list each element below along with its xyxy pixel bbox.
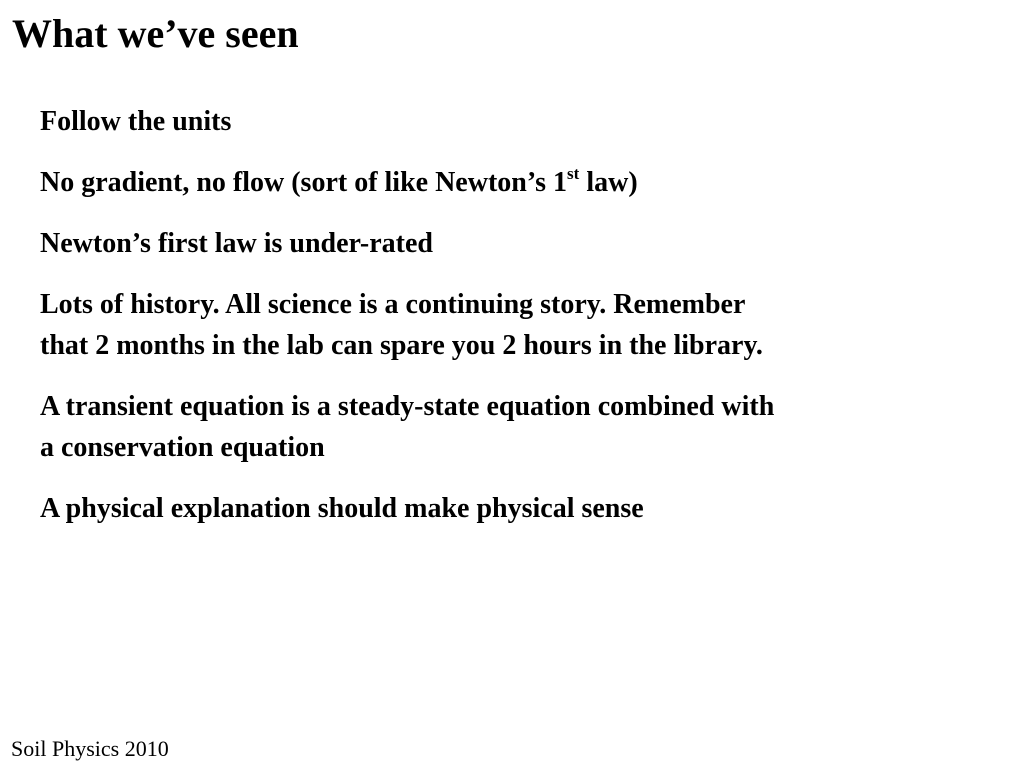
bullet-no-gradient-tail: law) (579, 167, 638, 198)
slide-title: What we’ve seen (12, 11, 299, 56)
bullet-newtons-first-law: Newton’s first law is under-rated (40, 228, 433, 259)
bullet-follow-units: Follow the units (40, 106, 232, 137)
bullet-history-line-1: Lots of history. All science is a continuing story. Remember (40, 289, 746, 320)
ordinal-superscript: st (567, 164, 580, 183)
bullet-history-line-2: that 2 months in the lab can spare you 2 hours in the library. (40, 330, 763, 361)
bullet-lots-of-history (40, 284, 960, 366)
bullet-transient-line-2: a conservation equation (40, 432, 325, 463)
bullet-no-gradient-text: No gradient, no flow (sort of like Newton’s 1 (40, 167, 568, 198)
bullet-list (40, 101, 960, 549)
bullet-physical-explanation: A physical explanation should make physical sense (40, 493, 644, 524)
slide-footer: Soil Physics 2010 (11, 736, 169, 761)
bullet-no-gradient-no-flow (40, 162, 960, 203)
bullet-transient-line-1: A transient equation is a steady-state equation combined with (40, 391, 775, 422)
bullet-transient-equation (40, 386, 960, 468)
